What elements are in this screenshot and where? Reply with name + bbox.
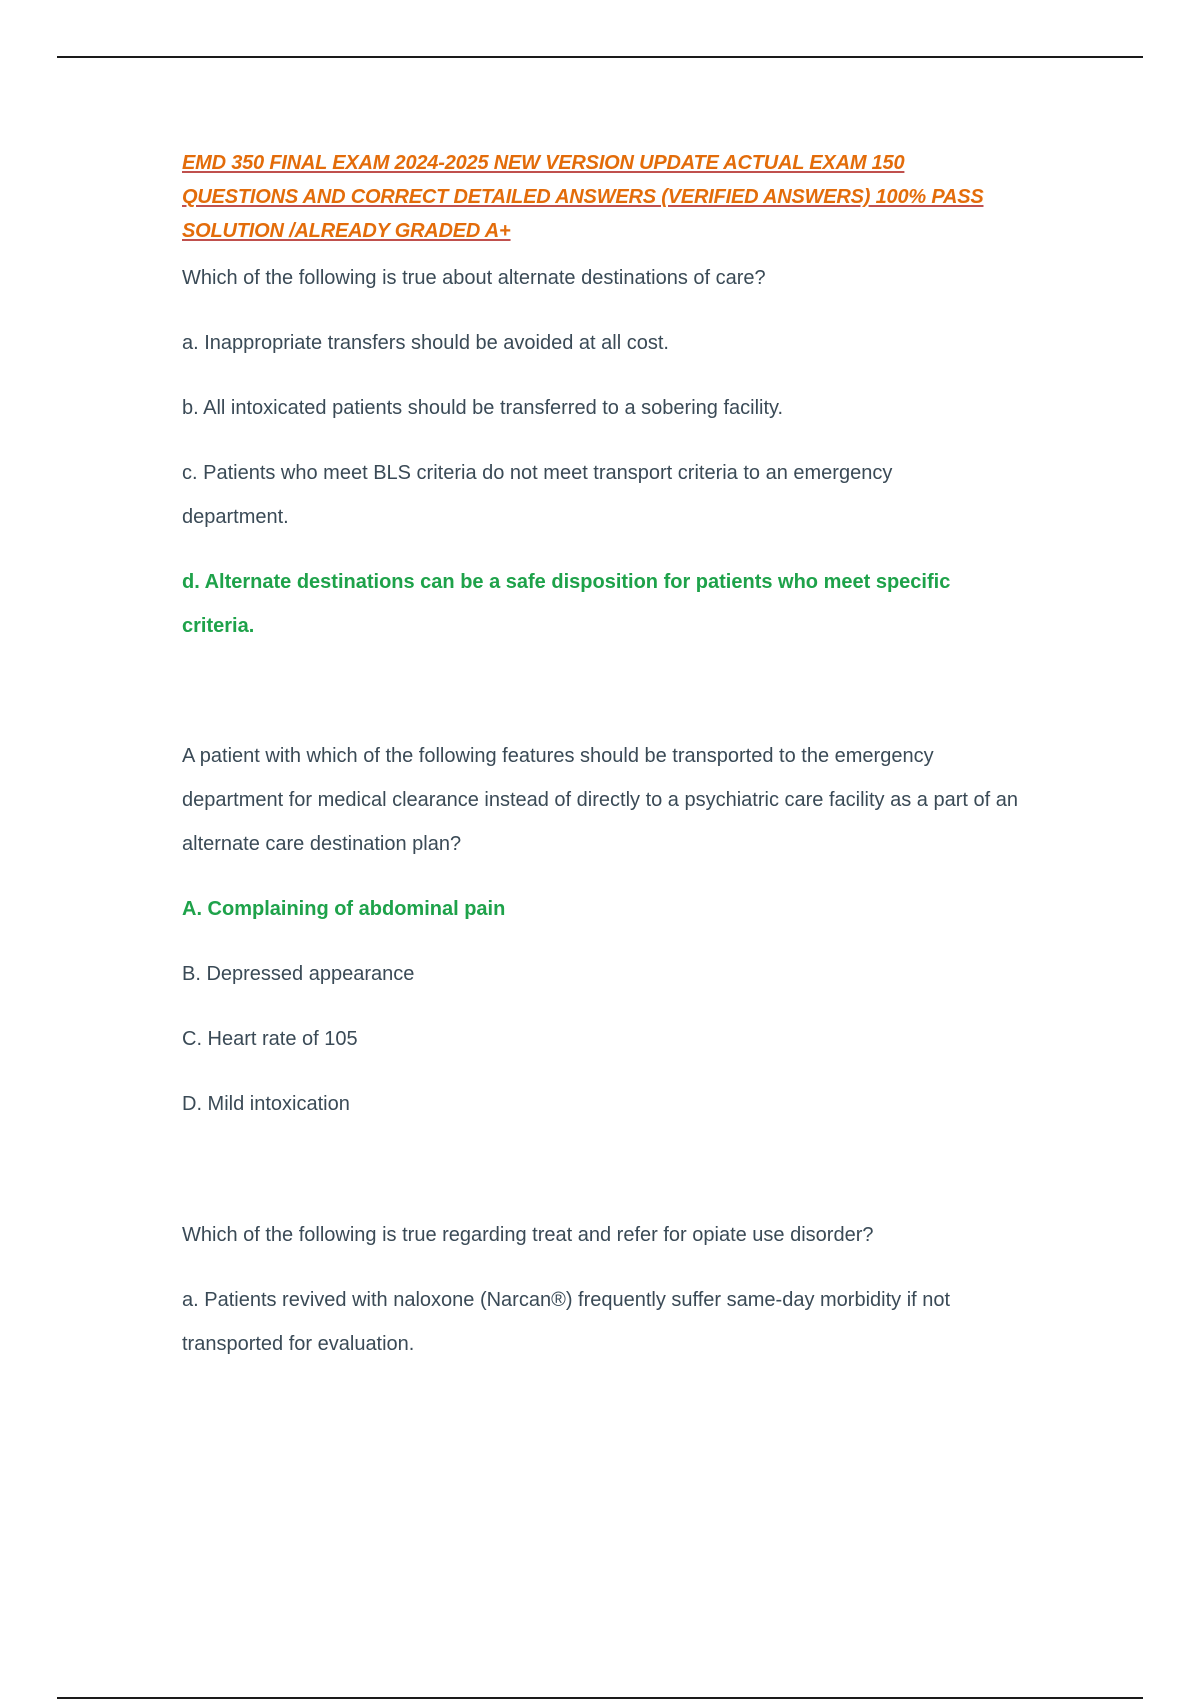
spacer bbox=[182, 648, 1032, 734]
answer-option: D. Mild intoxication bbox=[182, 1093, 350, 1115]
title-line-3: SOLUTION /ALREADY GRADED A+ bbox=[182, 220, 511, 242]
answer-option: C. Heart rate of 105 bbox=[182, 1028, 358, 1050]
question-stem: Which of the following is true regarding treat and refer for opiate use disorder? bbox=[182, 1224, 874, 1246]
question-block-1 bbox=[182, 256, 1032, 648]
page-bottom-rule bbox=[57, 1697, 1143, 1699]
question-block-2 bbox=[182, 734, 1032, 1126]
spacer bbox=[182, 1126, 1032, 1213]
title-line-2: QUESTIONS AND CORRECT DETAILED ANSWERS (VERIFIED ANSWERS) 100% PASS bbox=[182, 186, 984, 208]
answer-option: a. Inappropriate transfers should be avoided at all cost. bbox=[182, 332, 669, 354]
question-stem: Which of the following is true about alternate destinations of care? bbox=[182, 267, 766, 289]
answer-option: a. Patients revived with naloxone (Narcan®) frequently suffer same-day morbidity if not transported for evaluation. bbox=[182, 1289, 951, 1355]
correct-answer-option: A. Complaining of abdominal pain bbox=[182, 898, 506, 920]
question-stem: A patient with which of the following features should be transported to the emergency department for medical clearance instead of directly to a psychiatric care facility as a part of an alternate care destination plan? bbox=[182, 745, 1018, 855]
page-content bbox=[182, 146, 1032, 1366]
page-top-rule bbox=[57, 56, 1143, 58]
document-title bbox=[182, 146, 1032, 248]
answer-option: b. All intoxicated patients should be transferred to a sobering facility. bbox=[182, 397, 784, 419]
question-block-3 bbox=[182, 1213, 1032, 1366]
answer-option: c. Patients who meet BLS criteria do not meet transport criteria to an emergency department. bbox=[182, 462, 893, 528]
title-line-1: EMD 350 FINAL EXAM 2024-2025 NEW VERSION UPDATE ACTUAL EXAM 150 bbox=[182, 152, 905, 174]
correct-answer-option: d. Alternate destinations can be a safe disposition for patients who meet specific criteria. bbox=[182, 571, 951, 637]
answer-option: B. Depressed appearance bbox=[182, 963, 415, 985]
